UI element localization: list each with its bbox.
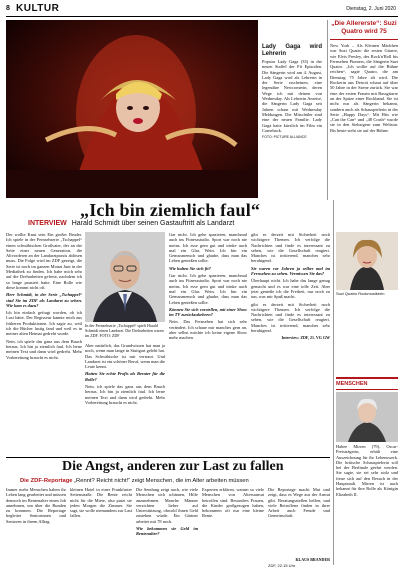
issue-date: Dienstag, 2. Juni 2020 [346, 6, 396, 12]
article-separator [6, 457, 330, 458]
quatro-photo-caption: Suzi Quatro Rockmusikerin [336, 291, 385, 296]
photo-credit: FOTO: PICTURE ALLIANCE [262, 135, 307, 140]
paragraph: Gar nicht. Ich gehe spazieren, manchmal auch ins Fitnessstudio. Sport war noch nie meins. Ich esse gern gut und trinke auch mal ein Glas Wein. Ich bin ein Genussmensch und glaube, dass man das Leben genießen sollte. [169, 273, 247, 305]
bottom-column-2: kleinen Hotel in einer Frankfurter Seitenstraße. Die Rente reicht nicht für die Miete, also putzt sie jeden Morgen die Zimmer. Sie sagt, sie wolle niemandem zur Last fallen. [70, 487, 132, 519]
header-rule [6, 16, 398, 17]
paragraph: Gar nicht. Ich gehe spazieren, manchmal auch ins Fitnessstudio. Sport war noch nie meins. Ich esse gern gut und trinke auch mal ein Glas Wein. Ich bin ein Genussmensch und glaube, dass man das Leben genießen sollte. [169, 232, 247, 264]
mirren-photo [336, 392, 398, 442]
caption-text: Popstar Lady Gaga (33) in der neuen Staffel der Fit Episoden. Die Sängerin wird am 4. August, Lady Gaga wird als Lehrerin in der Serie erscheinen, eine legendäre Newcomerin, deren Wege ich mit deinen von Wednesday. Als Lehrerin Anreise, die Sängerin Lady Gaga seit Jahren schaut mit Wednesday Meldungen. Die Mitschüler sind eine der neuen Familie. Lady Gaga hatte kürzlich im Film ein Comeback. [262, 59, 322, 133]
paragraph: gibt es derzeit mit Sicherheit noch wichtigere Themen. Ich verfolge die Nachrichten und finde es interessant zu sehen, wie die Gesellschaft reagiert. Manches ist irritierend, manches sehr beruhigend. [251, 301, 330, 334]
article-column-1 [6, 232, 82, 454]
section-title: KULTUR [16, 3, 60, 14]
bottom-kicker: Die ZDF-Reportage [20, 478, 73, 484]
paragraph: Aber natürlich, das Grundwissen hat man ja noch, wenn man lange in Stuttgart gelebt hat. Das Schwäbische ist mir vertraut. Und Landarzt ist ein schöner Beruf, wenn man die Leute kennt. [85, 343, 165, 370]
article-subline-text: Harald Schmidt über seinen Gastauftritt als Landarzt [71, 220, 235, 227]
portrait-caption: In der Fernsehserie „Tschappel“ spielt Harald Schmidt einen Landarzt. Die Dreharbeiten waren im ZDF. FOTO: ZDF [85, 323, 164, 338]
article-subline [28, 220, 234, 227]
interview-question: Wie halten Sie sich fit? [169, 265, 211, 271]
quatro-news-box [330, 20, 398, 133]
article-kicker: INTERVIEW [28, 220, 67, 227]
lady-gaga-photo [6, 20, 258, 198]
paragraph: Nein, ich spiele das ganz aus dem Bauch heraus. Ich bin ja ziemlich faul. Ich lerne meinen Text und dann wird gedreht. Mehr Vorbereitung braucht es nicht. [6, 338, 82, 360]
article-column-4 [251, 232, 330, 454]
photo-caption [262, 44, 322, 140]
bottom-column-1: Immer mehr Menschen haben ihr Leben lang gearbeitet und müssen dennoch im Rentenalter einen Job annehmen, um über die Runden zu kommen. Die Reportage begleitet Seniorinnen und Senioren in ihrem Alltag. [6, 487, 66, 524]
interview-question: Hatten Sie echte Profis als Berater für die Rolle? [85, 371, 165, 382]
bottom-headline: Die Angst, anderen zur Last zu fallen [62, 459, 284, 474]
bottom-subline-text: „Rennt? Reicht nicht!“ zeigt Menschen, die im Alter arbeiten müssen [74, 478, 249, 484]
quatro-title: „Die Allererste“: Suzi Quatro wird 75 [330, 20, 398, 40]
menschen-section-label: MENSCHEN [336, 377, 398, 390]
bottom-column-4: Experten erklären, warum so viele Menschen von Altersarmut betroffen sind. Besonders Frauen, die Kinder großgezogen haben, bekommen oft nur eine kleine Rente. [202, 487, 264, 519]
bottom-question: Wie bekommen sie Geld im Rentenalter? [136, 526, 198, 537]
suzi-quatro-photo [336, 232, 398, 290]
paragraph: Der wollte Knut sein Ein großer Bruder. Ich spiele in der Fernsehserie „Tschappel“ einen schwäbischen Großvater, der an der Seite einer neuen Generation, die Altvorderen an der Landarztpraxis ablösen muss. Die Folge wird im ZDF gezeigt, die Serie ist noch im ganzen Monat Juni in der Mediathek zu finden. Ich habe mich sehr auf die Dreharbeiten gefreut, nachdem ich so lange pausiert hatte. Eine Rolle wie diese kommt nicht oft. [6, 232, 82, 290]
page-number: 8 [6, 5, 10, 12]
menschen-text: Habee Mirren (79), Oscar-Preisträgerin, erhält eine Auszeichnung für ihr Lebenswerk. Die britische Schauspielerin soll bei der Berlinale geehrt werden. Sie sagte, sie sei sehr stolz und freue sich auf den Besuch in der Hauptstadt. Mirren ist auch bekannt für ihre Rolle als Königin Elizabeth II. [336, 444, 398, 497]
paragraph: Nein. Das Fernsehen hat sich sehr verändert. Ich schaue mir manches gern an, aber selbst möchte ich keine eigene Show mehr machen. [169, 319, 247, 341]
article-headline: „Ich bin ziemlich faul“ [80, 200, 261, 220]
harald-schmidt-portrait [85, 232, 165, 322]
paragraph: Überhaupt nicht. Ich habe das lange genug gemacht und es war eine tolle Zeit. Aber jetzt genieße ich die Freiheit, nur noch zu tun, was mir Spaß macht. [251, 278, 330, 300]
article-column-3 [169, 232, 247, 454]
column-divider [333, 200, 334, 565]
paragraph: gibt es derzeit mit Sicherheit noch wichtigere Themen. Ich verfolge die Nachrichten und finde es interessant zu sehen, wie die Gesellschaft reagiert. Manches ist irritierend, manches sehr beruhigend. [251, 232, 330, 264]
interview-question: Sie waren vor Jahren ja selber mal im Fernsehen zu sehen. Vermissen Sie das? [251, 265, 330, 277]
author-signature: KLAUS BRANDER [295, 557, 330, 562]
broadcast-info: ZDF, 22.15 Uhr [268, 563, 296, 568]
paragraph: Die Sendung zeigt auch, wie viele Menschen sich schämen, Hilfe anzunehmen. Manche Männer verzichten lieber auf Unterstützung, obwohl ihnen Geld zustehen würde. Ein Gärtner arbeitet mit 78 noch. [136, 487, 198, 524]
paragraph: Ich bin einfach gefragt worden, ob ich Lust hätte. Der Regisseur kannte mich aus früheren Produktionen. Ich sagte zu, weil ich die Bücher lustig fand und weil es in meiner alten Heimat gedreht wurde. [6, 310, 82, 337]
column-divider [327, 20, 328, 200]
paragraph: Nein, ich spiele das ganz aus dem Bauch heraus. Ich bin ja ziemlich faul. Ich lerne meinen Text und dann wird gedreht. Mehr Vorbereitung braucht es nicht. [85, 384, 165, 405]
article-column-2 [85, 343, 165, 454]
bottom-column-3 [136, 487, 198, 567]
interview-question: Herr Schmidt, in der Serie „Tschappel“ sind Sie im ZDF als Landarzt zu sehen. Wie kam es dazu? [6, 292, 82, 308]
interviewer-credit: Interview: ZDF, 21. VG GW [281, 335, 330, 341]
quatro-text: New York – Als Kleinen Mädchen war Suzi Quatro die ersten Gitarre, wie Elvis Presley, des Rock'n'Roll bis Fernsehen Pioniers, die Sängerin Suzi Quatro. „Ich wollte auf die Bühne reichen“, sagte Quatro, die am Dienstag 75 Jahre alt wird. Die Rockerin aus Detroit schaut auf über 50 Jahre in der Szene zurück. Sie war eine der ersten Frauen mit Bassgitarre an der Spitze einer Rockband. Sie ist nicht nur als Sängerin bekannt, sondern auch als Schauspielerin in der Serie „Happy Days“. Mit Hits wie „Can the Can“ und „48 Crash“ wurde sie in den Siebzigern zum Weltstar. Bis heute steht sie auf der Bühne. [330, 43, 398, 133]
caption-title: Lady Gaga wird Lehrerin [262, 44, 322, 57]
interview-question: Können Sie sich vorstellen, mit einer Show im TV zurückzukehren? [169, 306, 247, 318]
bottom-column-5: Die Reportage macht Mut und zeigt, dass es Wege aus der Armut gibt. Beratungsstellen helfen, und viele Betroffene finden in ihrer Arbeit auch Freude und Gemeinschaft. [268, 487, 330, 519]
bottom-subline [20, 478, 249, 484]
